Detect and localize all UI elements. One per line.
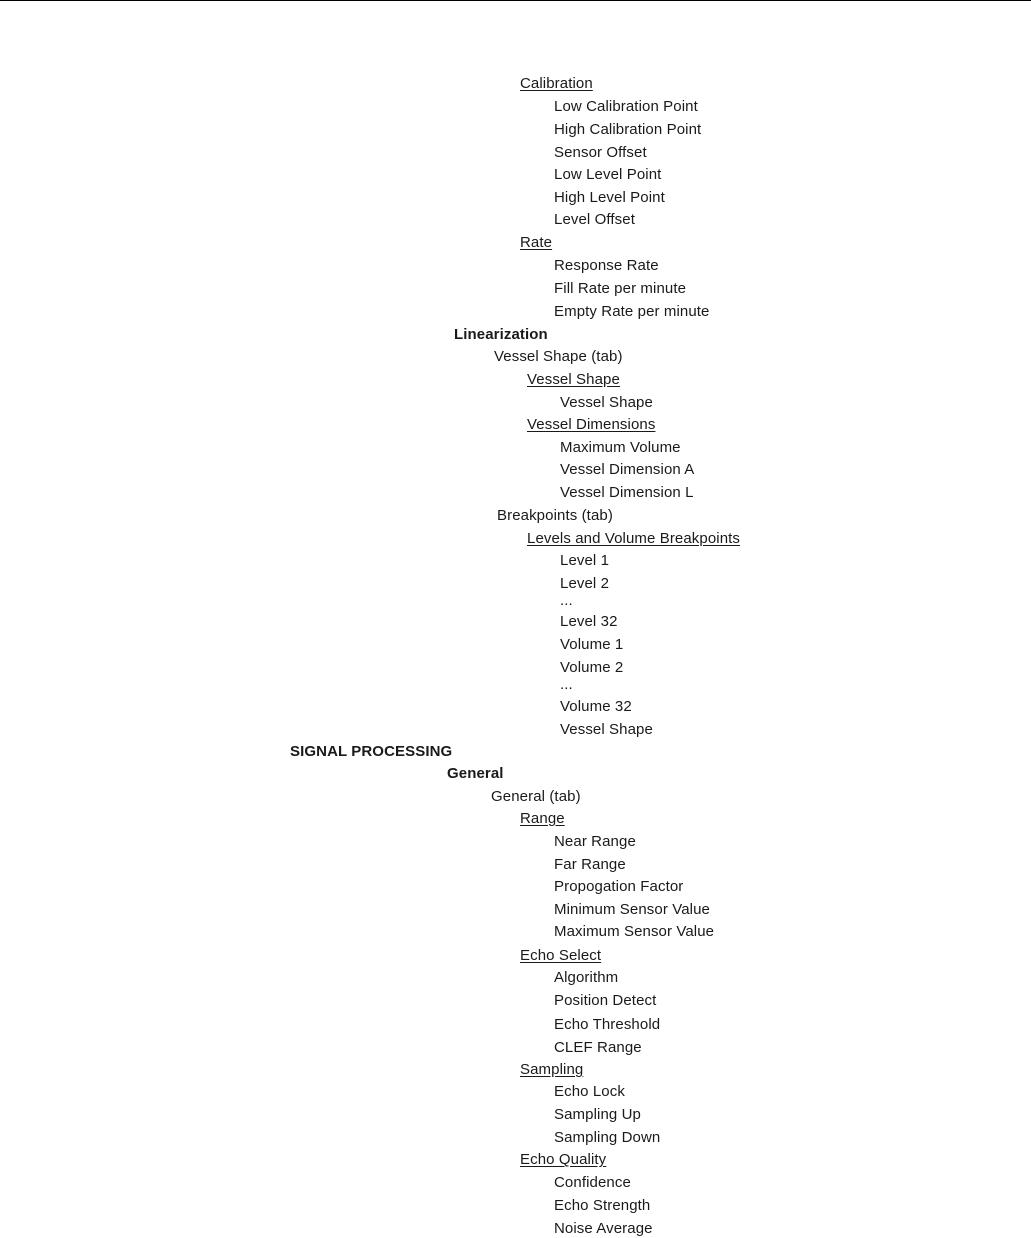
tab-label: Breakpoints (tab)	[497, 507, 613, 524]
section-heading-rate: Rate	[520, 234, 553, 251]
menu-item: Confidence	[554, 1174, 631, 1191]
menu-item: High Calibration Point	[554, 121, 702, 138]
menu-item: Volume 2	[560, 659, 624, 676]
menu-item: Propogation Factor	[554, 878, 684, 895]
menu-item: Vessel Dimension L	[560, 484, 694, 501]
section-heading-calibration: Calibration	[520, 75, 593, 92]
chapter-heading-signal-processing: SIGNAL PROCESSING	[290, 743, 453, 760]
menu-item: Level 2	[560, 575, 610, 592]
menu-item: Algorithm	[554, 969, 619, 986]
menu-item: Noise Average	[554, 1220, 653, 1237]
top-rule	[0, 0, 1031, 1]
ellipsis: ...	[560, 676, 573, 693]
section-heading-echo-quality: Echo Quality	[520, 1151, 607, 1168]
menu-item: Position Detect	[554, 992, 657, 1009]
menu-item: Minimum Sensor Value	[554, 901, 710, 918]
section-heading-breakpoints: Levels and Volume Breakpoints	[527, 530, 741, 547]
menu-item: Far Range	[554, 856, 626, 873]
menu-item: Maximum Sensor Value	[554, 923, 715, 940]
menu-item: Response Rate	[554, 257, 659, 274]
ellipsis: ...	[560, 592, 573, 609]
section-heading-echo-select: Echo Select	[520, 947, 602, 964]
section-heading-sampling: Sampling	[520, 1061, 584, 1078]
menu-item: Sensor Offset	[554, 144, 647, 161]
section-heading-vessel-dimensions: Vessel Dimensions	[527, 416, 656, 433]
tab-label: Vessel Shape (tab)	[494, 348, 623, 365]
section-heading-range: Range	[520, 810, 565, 827]
menu-item: Level Offset	[554, 211, 635, 228]
menu-item: Sampling Down	[554, 1129, 661, 1146]
menu-item: Maximum Volume	[560, 439, 681, 456]
menu-item: Echo Threshold	[554, 1016, 661, 1033]
menu-item: Low Calibration Point	[554, 98, 698, 115]
menu-item: Fill Rate per minute	[554, 280, 687, 297]
menu-item: Vessel Shape	[560, 721, 653, 738]
menu-item: Empty Rate per minute	[554, 303, 710, 320]
menu-item: Echo Lock	[554, 1083, 625, 1100]
menu-item: Sampling Up	[554, 1106, 641, 1123]
menu-item: Echo Strength	[554, 1197, 651, 1214]
menu-item: Level 32	[560, 613, 618, 630]
menu-item: Vessel Shape	[560, 394, 653, 411]
menu-item: Volume 32	[560, 698, 632, 715]
menu-item: Vessel Dimension A	[560, 461, 695, 478]
menu-item: CLEF Range	[554, 1039, 642, 1056]
group-heading-linearization: Linearization	[454, 326, 548, 343]
tab-label: General (tab)	[491, 788, 581, 805]
group-heading-general: General	[447, 765, 504, 782]
menu-item: Volume 1	[560, 636, 624, 653]
menu-item: Near Range	[554, 833, 636, 850]
menu-item: Level 1	[560, 552, 610, 569]
menu-item: Low Level Point	[554, 166, 662, 183]
menu-item: High Level Point	[554, 189, 665, 206]
section-heading-vessel-shape: Vessel Shape	[527, 371, 620, 388]
